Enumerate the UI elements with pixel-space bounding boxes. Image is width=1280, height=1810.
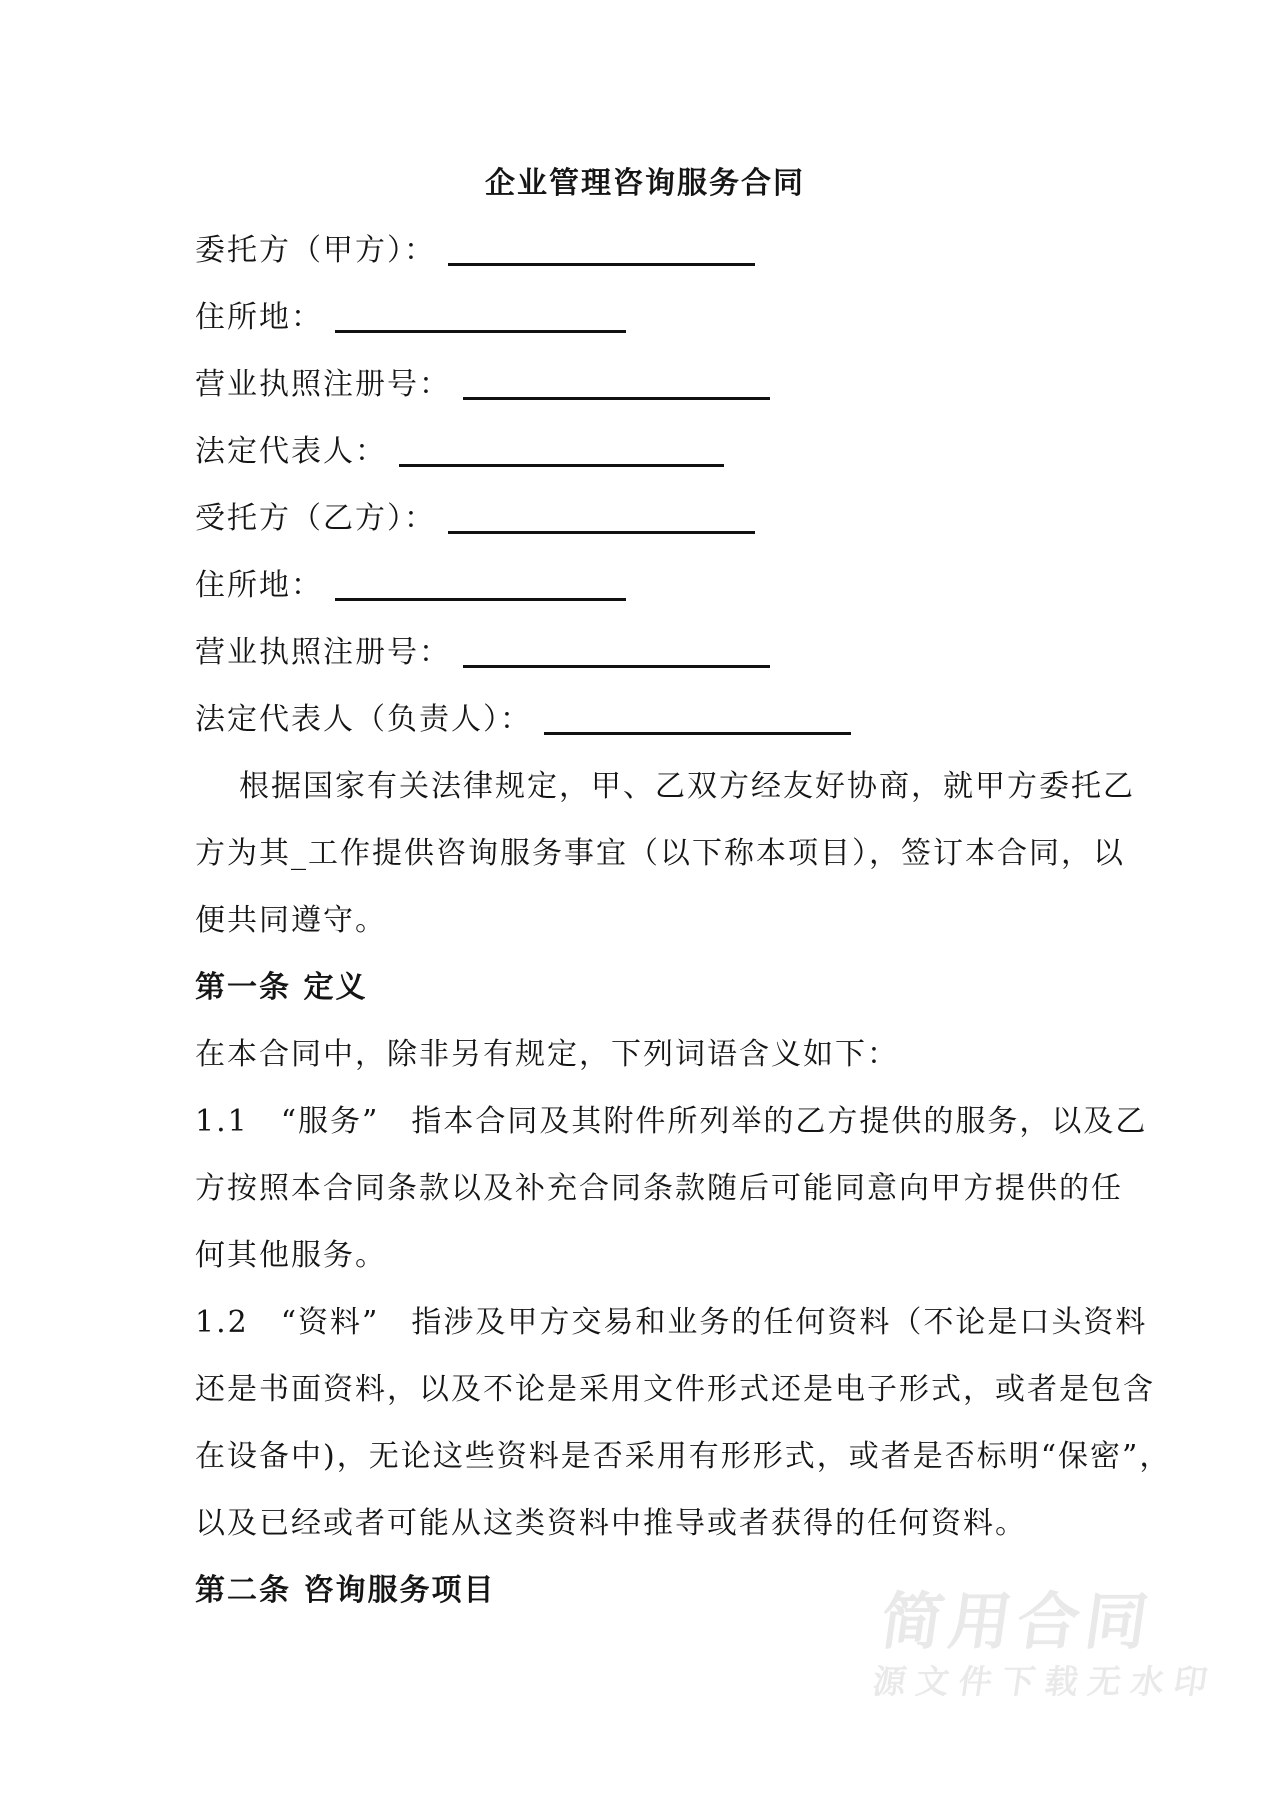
watermark-brand-text: 简用合同 — [876, 1585, 1159, 1658]
clause-1-2-line: 1.2 “资料” 指涉及甲方交易和业务的任何资料（不论是口头资料 — [195, 1305, 1148, 1340]
field-label: 法定代表人： — [195, 434, 387, 469]
field-label: 受托方（乙方）： — [195, 501, 436, 536]
field-label: 委托方（甲方）： — [195, 233, 436, 268]
article-1-heading: 第一条 定义 — [195, 970, 368, 1005]
fill-in-blank-line — [399, 434, 724, 467]
fill-in-blank-line — [463, 635, 770, 668]
clause-1-2-line: 在设备中)，无论这些资料是否采用有形形式，或者是否标明“保密”， — [195, 1439, 1172, 1474]
field-legal-representative-party-a — [195, 418, 1095, 485]
watermark-subtitle-text: 源文件下载无水印 — [870, 1662, 1220, 1701]
watermark — [870, 1586, 1231, 1706]
clause-1-1-line: 何其他服务。 — [195, 1238, 387, 1273]
clause-1-1-line: 1.1 “服务” 指本合同及其附件所列举的乙方提供的服务，以及乙 — [195, 1104, 1148, 1139]
field-label: 营业执照注册号： — [195, 635, 451, 670]
field-trustee-party-b — [195, 485, 1095, 552]
clause-1-2-line: 以及已经或者可能从这类资料中推导或者获得的任何资料。 — [195, 1506, 1027, 1541]
document-title: 企业管理咨询服务合同 — [485, 166, 805, 201]
fill-in-blank-line — [448, 233, 755, 266]
fill-in-blank-line — [463, 367, 770, 400]
clause-1-1-line: 方按照本合同条款以及补充合同条款随后可能同意向甲方提供的任 — [195, 1171, 1123, 1206]
article-2-heading: 第二条 咨询服务项目 — [195, 1573, 496, 1608]
field-label: 住所地： — [195, 300, 323, 335]
intro-paragraph-line: 便共同遵守。 — [195, 903, 387, 938]
article-1-lead: 在本合同中，除非另有规定，下列词语含义如下： — [195, 1037, 899, 1072]
fill-in-blank-line — [335, 300, 626, 333]
field-label: 法定代表人（负责人）： — [195, 702, 532, 737]
field-address-party-b — [195, 552, 1095, 619]
fill-in-blank-line — [448, 501, 755, 534]
field-address-party-a — [195, 284, 1095, 351]
field-legal-representative-party-b — [195, 686, 1095, 753]
field-license-number-party-b — [195, 619, 1095, 686]
clause-1-2-line: 还是书面资料，以及不论是采用文件形式还是电子形式，或者是包含 — [195, 1372, 1155, 1407]
fill-in-blank-line — [335, 568, 626, 601]
field-label: 营业执照注册号： — [195, 367, 451, 402]
fill-in-blank-line — [544, 702, 851, 735]
field-label: 住所地： — [195, 568, 323, 603]
intro-paragraph-line: 根据国家有关法律规定，甲、乙双方经友好协商，就甲方委托乙 — [239, 769, 1135, 804]
intro-paragraph-line: 方为其_工作提供咨询服务事宜（以下称本项目），签订本合同，以 — [195, 836, 1125, 871]
field-license-number-party-a — [195, 351, 1095, 418]
field-client-party-a — [195, 217, 1095, 284]
